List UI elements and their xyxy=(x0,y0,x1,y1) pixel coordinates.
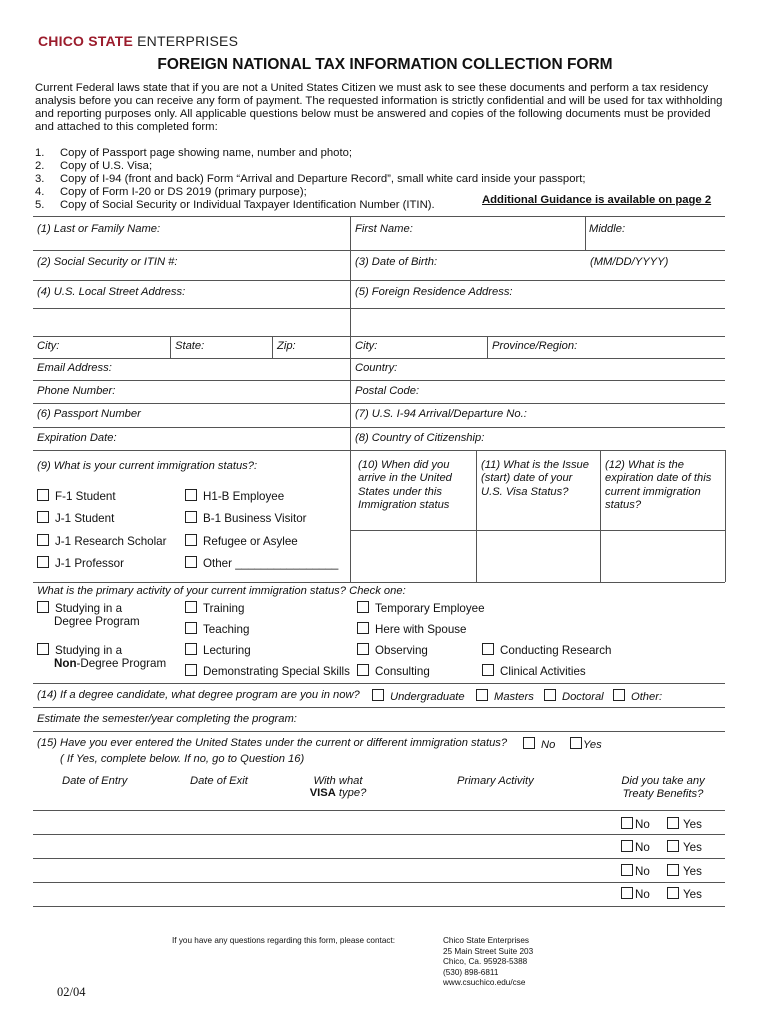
status-other-option[interactable]: Other ________________ xyxy=(185,556,338,570)
grid-line xyxy=(350,530,725,531)
grid-line xyxy=(33,403,725,404)
checkbox[interactable] xyxy=(185,534,197,546)
grid-line xyxy=(350,216,351,582)
q15-question: (15) Have you ever entered the United States under the current or different immigration status? xyxy=(37,737,508,749)
list-item: 4. Copy of Form I-20 or DS 2019 (primary purpose); xyxy=(35,186,307,198)
grid-line xyxy=(725,450,726,582)
middle-name-label: Middle: xyxy=(589,223,626,235)
grid-line xyxy=(33,707,725,708)
checkbox[interactable] xyxy=(185,643,197,655)
activity-studying-degree[interactable]: Studying in a xyxy=(37,601,122,615)
guidance-link[interactable]: Additional Guidance is available on page 2 xyxy=(482,194,712,206)
postal-code-label: Postal Code: xyxy=(355,385,420,397)
grid-line xyxy=(33,280,725,281)
q14-question: (14) If a degree candidate, what degree program are you in now? xyxy=(37,689,360,701)
checkbox[interactable] xyxy=(37,511,49,523)
activity-demonstrating[interactable]: Demonstrating Special Skills xyxy=(185,664,350,678)
activity-clinical[interactable]: Clinical Activities xyxy=(482,664,586,678)
status-refugee-option[interactable]: Refugee or Asylee xyxy=(185,534,298,548)
treaty-yes-1[interactable]: Yes xyxy=(667,817,702,831)
grid-line xyxy=(33,358,725,359)
checkbox[interactable] xyxy=(621,864,633,876)
province-label: Province/Region: xyxy=(492,340,578,352)
activity-spouse[interactable]: Here with Spouse xyxy=(357,622,467,636)
checkbox[interactable] xyxy=(37,489,49,501)
form-title: FOREIGN NATIONAL TAX INFORMATION COLLECTION FORM xyxy=(157,56,613,73)
checkbox[interactable] xyxy=(667,817,679,829)
activity-lecturing[interactable]: Lecturing xyxy=(185,643,251,657)
checkbox[interactable] xyxy=(570,737,582,749)
logo-part1: CHICO STATE xyxy=(38,33,134,49)
q14-doctoral[interactable]: Doctoral xyxy=(544,689,604,703)
activity-training[interactable]: Training xyxy=(185,601,244,615)
checkbox[interactable] xyxy=(185,664,197,676)
grid-line xyxy=(487,336,488,358)
i94-label: (7) U.S. I-94 Arrival/Departure No.: xyxy=(355,408,527,420)
foreign-address-label: (5) Foreign Residence Address: xyxy=(355,286,513,298)
status-h1b-option[interactable]: H1-B Employee xyxy=(185,489,284,503)
email-label: Email Address: xyxy=(37,362,112,374)
checkbox[interactable] xyxy=(185,622,197,634)
list-item: 2. Copy of U.S. Visa; xyxy=(35,160,153,172)
activity-nondegree-line2: Non-Degree Program xyxy=(54,657,167,670)
treaty-yes-2[interactable]: Yes xyxy=(667,840,702,854)
checkbox[interactable] xyxy=(357,664,369,676)
grid-line xyxy=(33,380,725,381)
grid-line xyxy=(476,450,477,582)
checkbox[interactable] xyxy=(621,840,633,852)
checkbox[interactable] xyxy=(357,601,369,613)
treaty-yes-3[interactable]: Yes xyxy=(667,864,702,878)
status-question: (9) What is your current immigration status?: xyxy=(37,460,258,472)
checkbox[interactable] xyxy=(667,864,679,876)
checkbox[interactable] xyxy=(476,689,488,701)
checkbox[interactable] xyxy=(185,601,197,613)
checkbox[interactable] xyxy=(357,643,369,655)
q14-undergraduate[interactable]: Undergraduate xyxy=(372,689,465,703)
checkbox[interactable] xyxy=(482,664,494,676)
q15-note: ( If Yes, complete below. If no, go to Question 16) xyxy=(60,753,305,765)
grid-line xyxy=(33,834,725,835)
grid-line xyxy=(33,858,725,859)
checkbox[interactable] xyxy=(613,689,625,701)
last-name-label: (1) Last or Family Name: xyxy=(37,223,161,235)
activity-observing[interactable]: Observing xyxy=(357,643,428,657)
checkbox[interactable] xyxy=(544,689,556,701)
grid-line xyxy=(33,216,725,217)
activity-teaching[interactable]: Teaching xyxy=(185,622,249,636)
footer-address: Chico State Enterprises 25 Main Street Suite 203 Chico, Ca. 95928-5388 (530) 898-6811 www.csuchico.edu/cse xyxy=(443,936,534,987)
checkbox[interactable] xyxy=(482,643,494,655)
q14-masters[interactable]: Masters xyxy=(476,689,534,703)
treaty-no-2[interactable]: No xyxy=(621,840,650,854)
grid-line xyxy=(272,336,273,358)
city-label: City: xyxy=(37,340,60,352)
checkbox[interactable] xyxy=(621,817,633,829)
expiration-label: Expiration Date: xyxy=(37,432,117,444)
dob-format: (MM/DD/YYYY) xyxy=(590,256,669,268)
treaty-no-3[interactable]: No xyxy=(621,864,650,878)
grid-line xyxy=(33,308,725,309)
grid-line xyxy=(33,450,725,451)
state-label: State: xyxy=(175,340,205,352)
grid-line xyxy=(33,336,725,337)
list-item: 3. Copy of I-94 (front and back) Form “Arrival and Departure Record”, small white card inside your passport; xyxy=(35,173,586,185)
dob-label: (3) Date of Birth: xyxy=(355,256,438,268)
grid-line xyxy=(33,427,725,428)
passport-label: (6) Passport Number xyxy=(37,408,141,420)
activity-studying-degree-line2: Degree Program xyxy=(54,615,140,628)
status-b1-option[interactable]: B-1 Business Visitor xyxy=(185,511,307,525)
q14-other[interactable]: Other: xyxy=(613,689,662,703)
grid-line xyxy=(170,336,171,358)
zip-label: Zip: xyxy=(277,340,296,352)
status-j1-professor-option[interactable]: J-1 Professor xyxy=(37,556,124,570)
col-date-exit: Date of Exit xyxy=(190,775,248,787)
activity-question: What is the primary activity of your current immigration status? Check one: xyxy=(37,585,406,597)
checkbox[interactable] xyxy=(37,643,49,655)
first-name-label: First Name: xyxy=(355,223,413,235)
estimate-label: Estimate the semester/year completing the program: xyxy=(37,713,297,725)
q15-no[interactable]: No xyxy=(523,737,555,751)
col-date-entry: Date of Entry xyxy=(62,775,128,787)
checkbox[interactable] xyxy=(37,601,49,613)
checkbox[interactable] xyxy=(357,622,369,634)
status-j1-student-option[interactable]: J-1 Student xyxy=(37,511,114,525)
q12-label: (12) What is the expiration date of this current immigration status? xyxy=(605,459,712,512)
col-visa-type: With what VISA type? xyxy=(309,775,367,799)
checkbox[interactable] xyxy=(37,534,49,546)
grid-line xyxy=(585,216,586,250)
checkbox[interactable] xyxy=(185,511,197,523)
logo xyxy=(38,33,238,49)
grid-line xyxy=(33,810,725,811)
treaty-no-1[interactable]: No xyxy=(621,817,650,831)
revision-date: 02/04 xyxy=(57,985,86,999)
checkbox[interactable] xyxy=(667,840,679,852)
checkbox[interactable] xyxy=(37,556,49,568)
foreign-city-label: City: xyxy=(355,340,378,352)
activity-temp-employee[interactable]: Temporary Employee xyxy=(357,601,485,615)
q10-label: (10) When did you arrive in the United States under this Immigration status xyxy=(358,459,452,512)
citizenship-label: (8) Country of Citizenship: xyxy=(355,432,485,444)
treaty-yes-4[interactable]: Yes xyxy=(667,887,702,901)
list-item: 1. Copy of Passport page showing name, number and photo; xyxy=(35,147,353,159)
status-f1-option[interactable]: F-1 Student xyxy=(37,489,116,503)
col-treaty-benefits: Did you take any Treaty Benefits? xyxy=(621,775,705,801)
col-primary-activity: Primary Activity xyxy=(457,775,534,787)
list-item: 5. Copy of Social Security or Individual Taxpayer Identification Number (ITIN). xyxy=(35,199,435,211)
activity-research[interactable]: Conducting Research xyxy=(482,643,612,657)
intro-paragraph: Current Federal laws state that if you are not a United States Citizen we must ask to see these documents and perform a tax residency analysis before you can receive any form of payment. The requested information is strictly confidential and will be used for tax withholding and reporting purposes only. All applicable questions below must be answered and copies of the following documents must be provided and attached to this completed form: xyxy=(35,82,723,133)
activity-studying-nondegree[interactable]: Studying in a xyxy=(37,643,122,657)
country-label: Country: xyxy=(355,362,398,374)
checkbox[interactable] xyxy=(185,556,197,568)
grid-line xyxy=(33,683,725,684)
grid-line xyxy=(33,731,725,732)
checkbox[interactable] xyxy=(185,489,197,501)
ssn-label: (2) Social Security or ITIN #: xyxy=(37,256,178,268)
checkbox[interactable] xyxy=(523,737,535,749)
q15-yes[interactable]: Yes xyxy=(570,737,602,751)
checkbox[interactable] xyxy=(372,689,384,701)
status-j1-scholar-option[interactable]: J-1 Research Scholar xyxy=(37,534,166,548)
treaty-no-4[interactable]: No xyxy=(621,887,650,901)
grid-line xyxy=(600,450,601,582)
grid-line xyxy=(33,882,725,883)
phone-label: Phone Number: xyxy=(37,385,116,397)
grid-line xyxy=(33,250,725,251)
local-address-label: (4) U.S. Local Street Address: xyxy=(37,286,186,298)
checkbox[interactable] xyxy=(621,887,633,899)
logo-part2: ENTERPRISES xyxy=(137,33,239,49)
q11-label: (11) What is the Issue (start) date of your U.S. Visa Status? xyxy=(481,459,589,498)
checkbox[interactable] xyxy=(667,887,679,899)
grid-line xyxy=(33,906,725,907)
activity-consulting[interactable]: Consulting xyxy=(357,664,430,678)
footer-contact-text: If you have any questions regarding this form, please contact: xyxy=(172,936,396,945)
grid-line xyxy=(33,582,725,583)
